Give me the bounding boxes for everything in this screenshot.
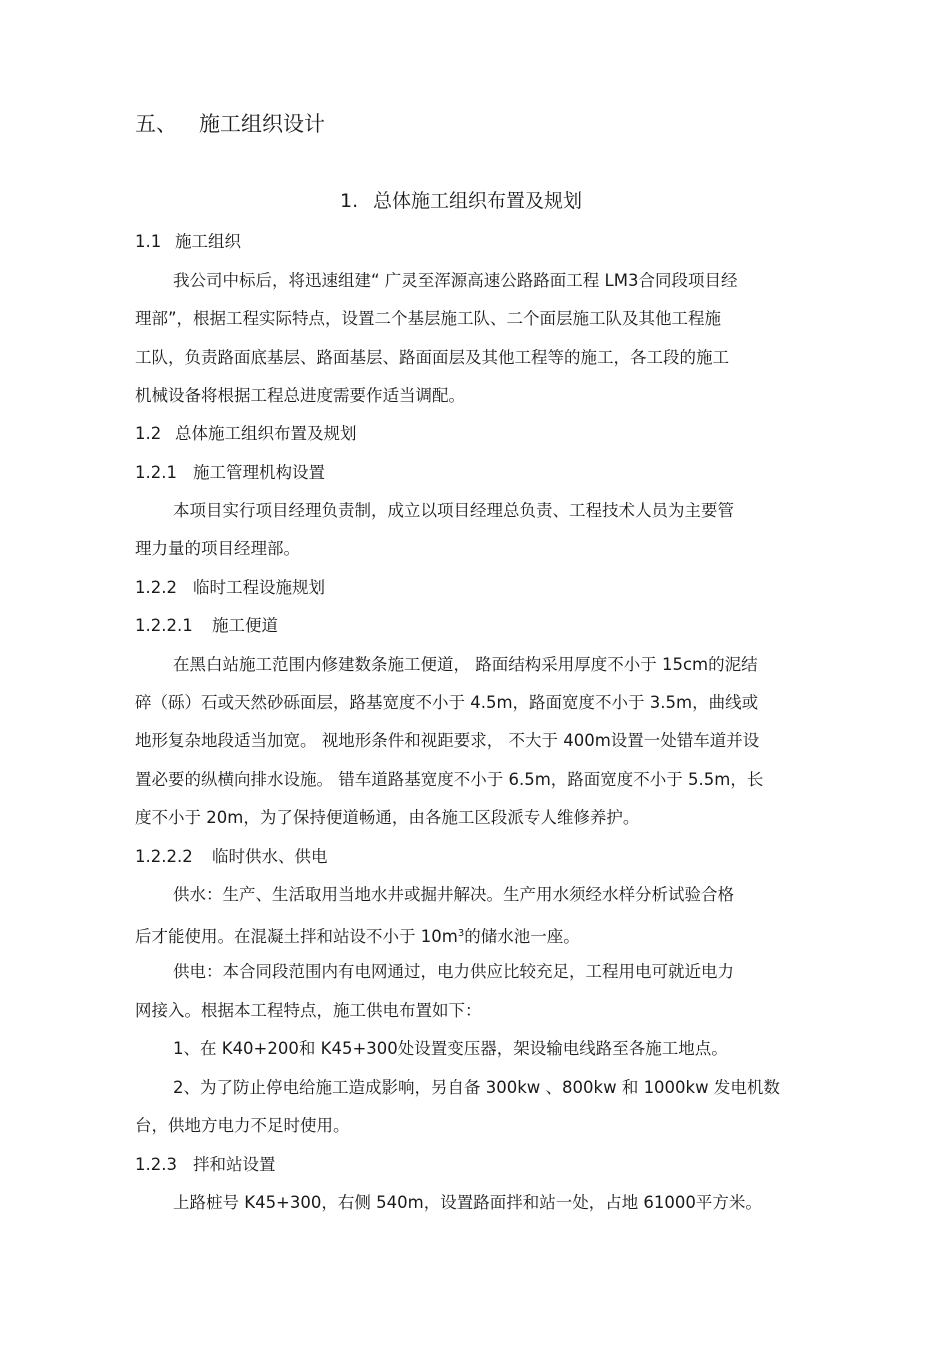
heading-title: 施工便道 — [212, 616, 278, 635]
paragraph-line: 上路桩号 K45+300，右侧 540m，设置路面拌和站一处，占地 61000平方米。 — [173, 1193, 762, 1212]
heading-number: 1.1 — [135, 232, 162, 251]
heading-1-2-1 — [135, 462, 325, 484]
text-run: 后才能使用。在混凝土拌和站设不小于 10m — [135, 927, 458, 946]
heading-title: 施工组织 — [175, 232, 241, 251]
superscript: 3 — [457, 928, 465, 939]
chapter-number: 五、 — [135, 112, 177, 136]
paragraph-line: 本项目实行项目经理负责制，成立以项目经理总负责、工程技术人员为主要管 — [173, 501, 734, 520]
heading-number: 1.2.3 — [135, 1155, 177, 1174]
heading-title: 拌和站设置 — [193, 1155, 276, 1174]
heading-1-2-2-1 — [135, 615, 278, 637]
paragraph-line: 机械设备将根据工程总进度需要作适当调配。 — [135, 386, 465, 405]
paragraph-line: 理部”，根据工程实际特点，设置二个基层施工队、二个面层施工队及其他工程施 — [135, 309, 722, 328]
section-title: 总体施工组织布置及规划 — [373, 190, 583, 212]
paragraph-line: 1、在 K40+200和 K45+300处设置变压器，架设输电线路至各施工地点。 — [173, 1039, 728, 1058]
text-run: 的储水池一座。 — [464, 927, 580, 946]
section-number: 1. — [340, 190, 359, 212]
heading-number: 1.2 — [135, 424, 162, 443]
heading-number: 1.2.2.2 — [135, 847, 193, 866]
heading-1-2-3 — [135, 1154, 276, 1176]
paragraph-line: 供电：本合同段范围内有电网通过，电力供应比较充足，工程用电可就近电力 — [173, 962, 734, 981]
heading-title: 施工管理机构设置 — [193, 463, 325, 482]
paragraph-line: 碎（砾）石或天然砂砾面层，路基宽度不小于 4.5m，路面宽度不小于 3.5m，曲线或 — [135, 693, 759, 712]
heading-1-2-2 — [135, 577, 325, 599]
chapter-title: 施工组织设计 — [199, 112, 325, 136]
paragraph-line: 工队，负责路面底基层、路面基层、路面面层及其他工程等的施工，各工段的施工 — [135, 348, 729, 367]
heading-title: 总体施工组织布置及规划 — [175, 424, 357, 443]
paragraph-line: 2、为了防止停电给施工造成影响，另自备 300kw 、800kw 和 1000kw 发电机数 — [173, 1078, 780, 1097]
heading-title: 临时工程设施规划 — [193, 578, 325, 597]
paragraph-line: 供水：生产、生活取用当地水井或掘井解决。生产用水须经水样分析试验合格 — [173, 885, 734, 904]
paragraph-line: 置必要的纵横向排水设施。 错车道路基宽度不小于 6.5m，路面宽度不小于 5.5m，长 — [135, 770, 764, 789]
heading-1-1 — [135, 231, 241, 253]
paragraph-line: 我公司中标后，将迅速组建“ 广灵至浑源高速公路路面工程 LM3合同段项目经 — [173, 271, 738, 290]
heading-number: 1.2.2 — [135, 578, 177, 597]
heading-number: 1.2.1 — [135, 463, 177, 482]
heading-1-2-2-2 — [135, 846, 328, 868]
heading-title: 临时供水、供电 — [212, 847, 328, 866]
paragraph-line: 地形复杂地段适当加宽。 视地形条件和视距要求， 不大于 400m设置一处错车道并设 — [135, 731, 760, 750]
section-heading — [340, 188, 582, 214]
heading-1-2 — [135, 423, 357, 445]
paragraph-line — [135, 923, 580, 948]
chapter-heading — [135, 110, 325, 138]
paragraph-line: 理力量的项目经理部。 — [135, 539, 300, 558]
paragraph-line: 台，供地方电力不足时使用。 — [135, 1116, 350, 1135]
paragraph-line: 在黑白站施工范围内修建数条施工便道， 路面结构采用厚度不小于 15cm的泥结 — [173, 655, 758, 674]
paragraph-line: 度不小于 20m，为了保持便道畅通，由各施工区段派专人维修养护。 — [135, 808, 640, 827]
paragraph-line: 网接入。根据本工程特点，施工供电布置如下： — [135, 1001, 482, 1020]
heading-number: 1.2.2.1 — [135, 616, 193, 635]
